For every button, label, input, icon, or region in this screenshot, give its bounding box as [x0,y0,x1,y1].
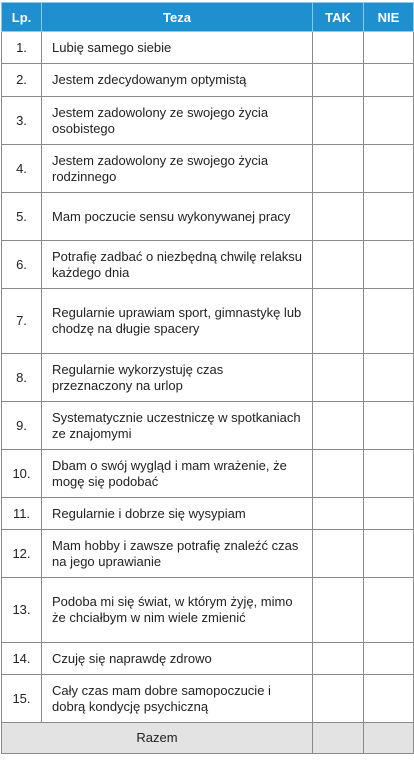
tak-cell[interactable] [313,193,364,241]
row-statement: Potrafię zadbać o niezbędną chwilę relaksu każdego dnia [42,241,313,289]
table-row [2,402,414,450]
table-row [2,193,414,241]
row-number: 7. [2,289,42,354]
questionnaire-table [1,2,414,754]
table-header-row [2,3,414,32]
header-lp: Lp. [2,3,42,32]
row-number: 9. [2,402,42,450]
nie-cell[interactable] [364,64,414,97]
tak-cell[interactable] [313,97,364,145]
row-statement: Jestem zadowolony ze swojego życia rodzinnego [42,145,313,193]
table-row [2,498,414,530]
header-tak: TAK [313,3,364,32]
table-row [2,675,414,723]
row-number: 14. [2,643,42,675]
row-number: 2. [2,64,42,97]
table-row [2,578,414,643]
nie-cell[interactable] [364,97,414,145]
tak-cell[interactable] [313,450,364,498]
nie-cell[interactable] [364,32,414,64]
tak-cell[interactable] [313,643,364,675]
row-number: 3. [2,97,42,145]
table-row [2,289,414,354]
tak-cell[interactable] [313,530,364,578]
row-statement: Regularnie uprawiam sport, gimnastykę lub chodzę na długie spacery [42,289,313,354]
questionnaire [1,2,413,754]
row-statement: Lubię samego siebie [42,32,313,64]
row-statement: Jestem zadowolony ze swojego życia osobistego [42,97,313,145]
tak-cell[interactable] [313,498,364,530]
row-number: 13. [2,578,42,643]
nie-cell[interactable] [364,450,414,498]
row-statement: Dbam o swój wygląd i mam wrażenie, że mogę się podobać [42,450,313,498]
table-row [2,354,414,402]
nie-cell[interactable] [364,193,414,241]
table-row [2,530,414,578]
nie-cell[interactable] [364,241,414,289]
table-row [2,145,414,193]
nie-cell[interactable] [364,643,414,675]
row-number: 6. [2,241,42,289]
row-number: 12. [2,530,42,578]
tak-cell[interactable] [313,289,364,354]
table-row [2,241,414,289]
row-number: 5. [2,193,42,241]
nie-cell[interactable] [364,498,414,530]
nie-cell[interactable] [364,354,414,402]
tak-cell[interactable] [313,32,364,64]
row-statement: Regularnie wykorzystuję czas przeznaczony na urlop [42,354,313,402]
table-row [2,450,414,498]
total-tak-cell[interactable] [313,723,364,754]
tak-cell[interactable] [313,241,364,289]
table-row [2,97,414,145]
row-statement: Mam poczucie sensu wykonywanej pracy [42,193,313,241]
row-number: 11. [2,498,42,530]
row-number: 10. [2,450,42,498]
table-row [2,64,414,97]
nie-cell[interactable] [364,289,414,354]
row-number: 8. [2,354,42,402]
header-teza: Teza [42,3,313,32]
tak-cell[interactable] [313,578,364,643]
total-row [2,723,414,754]
tak-cell[interactable] [313,402,364,450]
row-number: 15. [2,675,42,723]
nie-cell[interactable] [364,530,414,578]
row-statement: Jestem zdecydowanym optymistą [42,64,313,97]
row-statement: Regularnie i dobrze się wysypiam [42,498,313,530]
total-nie-cell[interactable] [364,723,414,754]
tak-cell[interactable] [313,354,364,402]
row-number: 4. [2,145,42,193]
nie-cell[interactable] [364,145,414,193]
row-statement: Cały czas mam dobre samopoczucie i dobrą kondycję psychiczną [42,675,313,723]
row-statement: Mam hobby i zawsze potrafię znaleźć czas na jego uprawianie [42,530,313,578]
row-statement: Systematycznie uczestniczę w spotkaniach ze znajomymi [42,402,313,450]
table-row [2,32,414,64]
tak-cell[interactable] [313,145,364,193]
total-label: Razem [2,723,313,754]
nie-cell[interactable] [364,402,414,450]
nie-cell[interactable] [364,578,414,643]
header-nie: NIE [364,3,414,32]
row-statement: Czuję się naprawdę zdrowo [42,643,313,675]
tak-cell[interactable] [313,64,364,97]
table-row [2,643,414,675]
row-number: 1. [2,32,42,64]
nie-cell[interactable] [364,675,414,723]
tak-cell[interactable] [313,675,364,723]
row-statement: Podoba mi się świat, w którym żyję, mimo że chciałbym w nim wiele zmienić [42,578,313,643]
